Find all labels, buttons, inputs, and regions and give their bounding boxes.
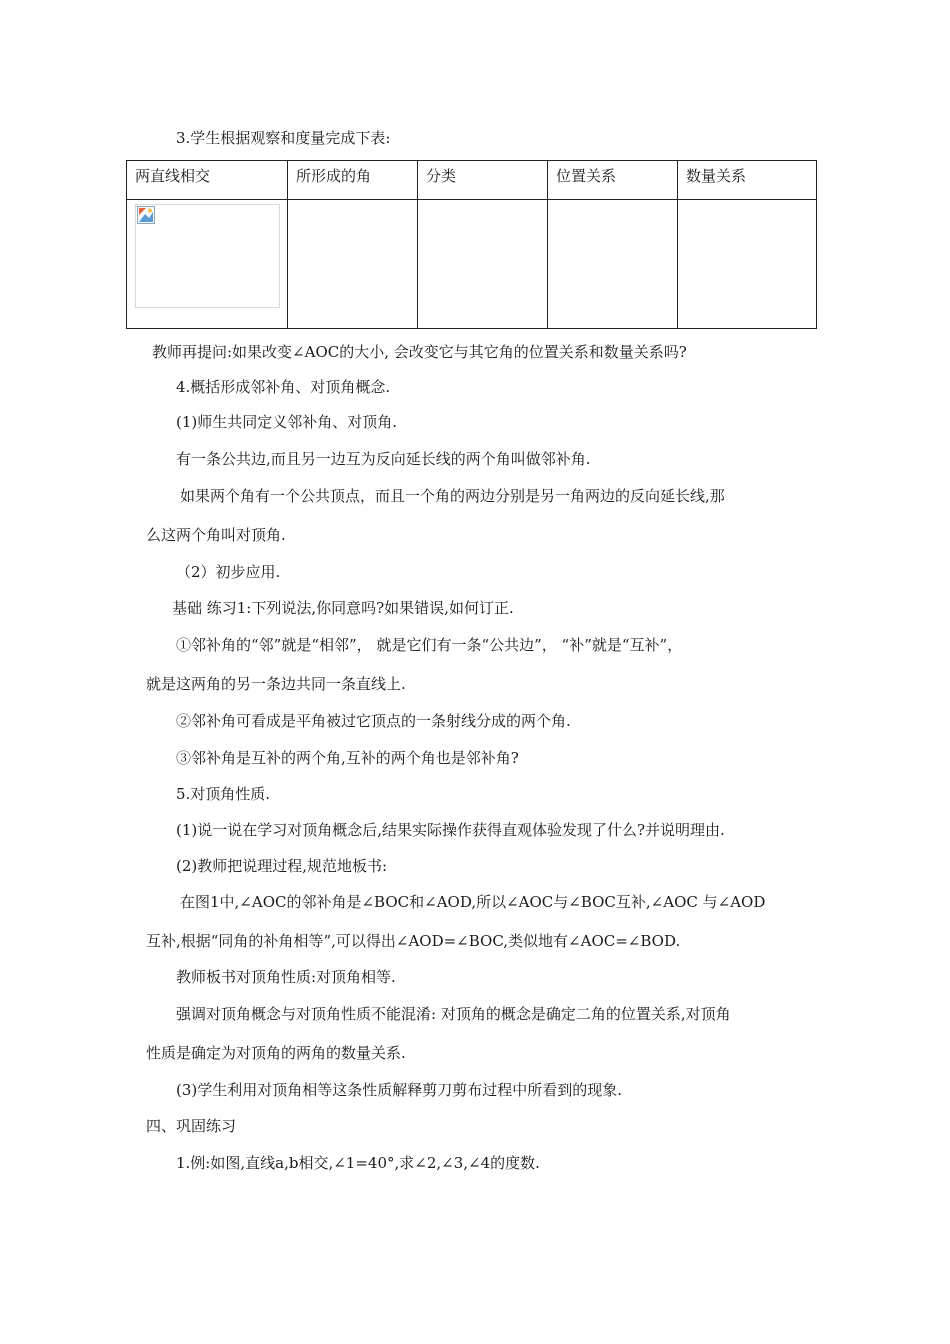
table-cell [678,200,817,329]
body-line: ③邻补角是互补的两个角,互补的两个角也是邻补角? [176,749,519,767]
table-header-cell: 位置关系 [548,161,678,200]
body-line: 5.对顶角性质. [176,785,271,803]
body-line: 就是这两角的另一条边共同一条直线上. [146,675,406,693]
body-line: 在图1中,∠AOC的邻补角是∠BOC和∠AOD,所以∠AOC与∠BOC互补,∠AOC 与∠AOD [180,893,766,911]
body-line: (1)师生共同定义邻补角、对顶角. [176,413,398,431]
body-line: (1)说一说在学习对顶角概念后,结果实际操作获得直观体验发现了什么?并说明理由. [176,821,725,839]
table-header-cell: 两直线相交 [127,161,288,200]
table-header-row [127,161,817,200]
table-cell [548,200,678,329]
body-line: 如果两个角有一个公共顶点，而且一个角的两边分别是另一角两边的反向延长线,那 [180,487,725,505]
observation-table [126,160,817,329]
body-line: 基础 练习1:下列说法,你同意吗?如果错误,如何订正. [172,599,514,617]
body-line: ①邻补角的“邻”就是“相邻”， 就是它们有一条“公共边”， “补”就是“互补”， [176,636,683,654]
body-line: 1.例:如图,直线a,b相交,∠1=40°,求∠2,∠3,∠4的度数. [176,1154,540,1172]
broken-image-icon [137,206,155,224]
body-line: 性质是确定为对顶角的两角的数量关系. [146,1044,406,1062]
table-cell [288,200,418,329]
body-line: 4.概括形成邻补角、对顶角概念. [176,378,391,396]
body-line: ②邻补角可看成是平角被过它顶点的一条射线分成的两个角. [176,712,571,730]
body-line: 互补,根据“同角的补角相等”,可以得出∠AOD=∠BOC,类似地有∠AOC=∠BOD. [146,932,681,950]
table-cell-figure [127,200,288,329]
table-header-cell: 分类 [418,161,548,200]
body-line: 有一条公共边,而且另一边互为反向延长线的两个角叫做邻补角. [176,450,591,468]
section-heading: 四、巩固练习 [146,1117,237,1135]
body-line: (3)学生利用对顶角相等这条性质解释剪刀剪布过程中所看到的现象. [176,1081,623,1099]
table-header-cell: 所形成的角 [288,161,418,200]
intro-text: 3.学生根据观察和度量完成下表: [176,129,391,147]
table-header-cell: 数量关系 [678,161,817,200]
table-cell [418,200,548,329]
body-line: 强调对顶角概念与对顶角性质不能混淆: 对顶角的概念是确定二角的位置关系,对顶角 [176,1005,731,1023]
body-line: （2）初步应用. [176,563,281,581]
table-row [127,200,817,329]
figure-image-placeholder [135,204,280,308]
body-line: 教师再提问:如果改变∠AOC的大小, 会改变它与其它角的位置关系和数量关系吗? [152,343,687,361]
body-line: (2)教师把说理过程,规范地板书: [176,857,388,875]
body-line: 教师板书对顶角性质:对顶角相等. [176,968,396,986]
body-line: 么这两个角叫对顶角. [146,526,286,544]
